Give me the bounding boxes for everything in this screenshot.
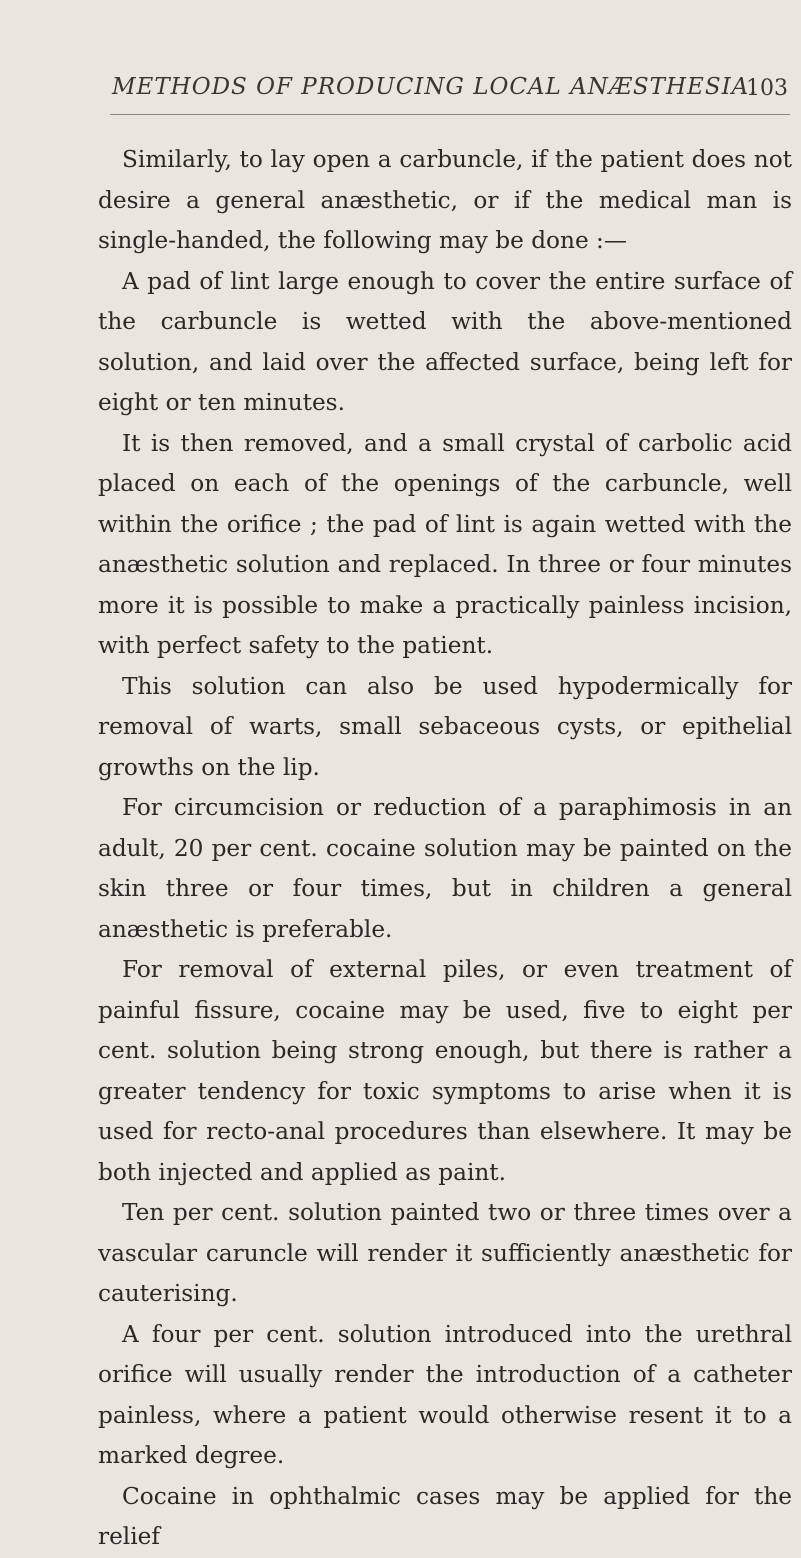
paragraph: Ten per cent. solution painted two or three times over a vascular caruncle will render it sufficiently anæsthetic for cauterising. (98, 1199, 792, 1307)
paragraph: For circumcision or reduction of a paraphimosis in an adult, 20 per cent. cocaine solution may be painted on the skin three or four times, but in children a general anæsthetic is preferable. (98, 794, 792, 943)
running-header (112, 74, 788, 100)
paragraph: Cocaine in ophthalmic cases may be applied for the relief (98, 1482, 792, 1550)
paragraph: A four per cent. solution introduced into the urethral orifice will usually render the introduction of a catheter painless, where a patient would otherwise resent it to a marked degree. (98, 1320, 792, 1469)
paragraph: Similarly, to lay open a carbuncle, if the patient does not desire a general anæsthetic, or if the medical man is single-handed, the following may be done :— (98, 146, 792, 254)
paragraph: This solution can also be used hypodermically for removal of warts, small sebaceous cysts, or epithelial growths on the lip. (98, 672, 792, 781)
page-number: 103 (746, 76, 788, 101)
paragraph: A pad of lint large enough to cover the entire surface of the carbuncle is wetted with the above-mentioned solution, and laid over the affected surface, being left for eight or ten minutes. (98, 267, 792, 416)
paragraph: For removal of external piles, or even treatment of painful fissure, cocaine may be used, five to eight per cent. solution being strong enough, but there is rather a greater tendency for toxic symptoms to arise when it is used for recto-anal procedures than elsewhere. It may be both injected and applied as paint. (98, 956, 792, 1186)
header-title: METHODS OF PRODUCING LOCAL ANÆSTHESIA. (112, 74, 758, 100)
body-text (98, 140, 792, 1558)
paragraph: It is then removed, and a small crystal of carbolic acid placed on each of the openings of the carbuncle, well within the orifice ; the pad of lint is again wetted with the anæsthetic solution and replaced. In three or four minutes more it is possible to make a practically painless incision, with perfect safety to the patient. (98, 429, 792, 659)
header-rule (110, 114, 790, 115)
